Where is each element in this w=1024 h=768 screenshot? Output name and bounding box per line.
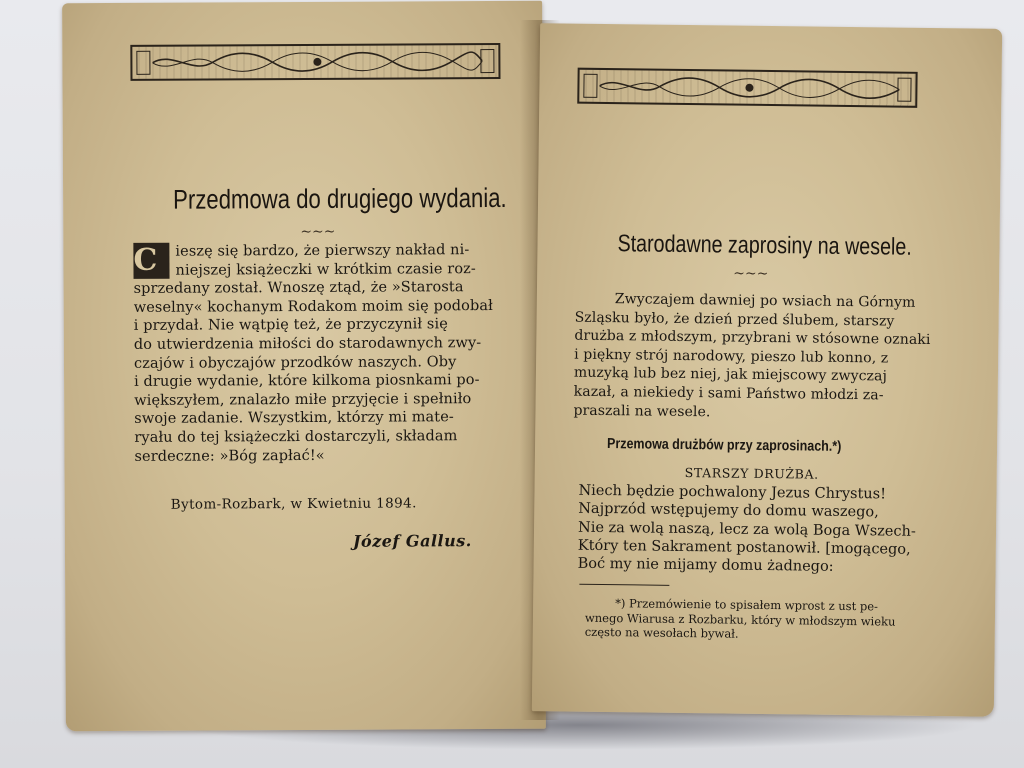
preface-line: większyłem, znalazło miłe przyjęcie i spełniło	[134, 390, 472, 409]
preface-paragraph	[133, 241, 492, 466]
ornamental-headpiece-left	[130, 43, 500, 81]
verse-line: Boć my nie mijamy domu żadnego:	[577, 555, 834, 576]
custom-line: Zwyczajem dawniej po wsiach na Górnym	[614, 291, 916, 311]
preface-line: do utwierdzenia miłości do starodawnych zwy-	[133, 335, 482, 353]
preface-line: serdeczne: »Bóg zapłać!«	[134, 447, 325, 465]
preface-line: niejszej książeczki w krótkim czasie roz-	[175, 260, 476, 279]
verse-line: Najprzód wstępujemy do domu waszego,	[578, 501, 879, 521]
right-page	[532, 23, 1002, 717]
left-page	[62, 1, 546, 732]
verse-line: Nie za wolą naszą, lecz za wolą Boga Wszech-	[577, 519, 916, 540]
section-title: Starodawne zaprosiny na wesele.	[617, 230, 912, 261]
scroll-ornament-icon	[152, 49, 482, 75]
footnote-rule	[579, 584, 669, 586]
title-ornament: ~~~	[300, 223, 336, 241]
title-ornament: ~~~	[733, 265, 769, 283]
custom-line: praszali na wesele.	[573, 402, 711, 420]
verse-line: Który ten Sakrament postanowił. [mogącego,	[577, 537, 911, 558]
speech-verse	[578, 482, 917, 578]
place-date: Bytom-Rozbark, w Kwietniu 1894.	[170, 495, 417, 513]
scroll-ornament-icon	[599, 74, 899, 102]
preface-line: i drugie wydanie, które kilkoma piosnkami po-	[134, 372, 480, 391]
ornamental-headpiece-right	[577, 68, 917, 108]
footnote-line: często na wesołach bywał.	[584, 624, 739, 641]
custom-line: kazał, a niekiedy i sami Państwo młodzi za-	[573, 383, 884, 404]
preface-line: sprzedany został. Wnoszę ztąd, że »Starosta	[133, 279, 464, 298]
footnote-line: *) Przemówienie to spisałem wprost z ust pe-	[615, 596, 879, 614]
preface-line: ryału do tej książeczki dostarczyli, składam	[134, 428, 458, 446]
custom-paragraph	[573, 290, 945, 425]
author-signature: Józef Gallus.	[352, 531, 472, 551]
preface-line: czajów i obyczajów przodków naszych. Oby	[133, 353, 457, 372]
custom-line: i piękny strój narodowy, pieszo lub konno, z	[574, 346, 889, 367]
preface-line: i przydał. Nie wątpię też, że przyczynił się	[133, 316, 448, 335]
speaker-label: STARSZY DRUŻBA.	[684, 465, 819, 482]
custom-line: Szląsku było, że dzień przed ślubem, starszy	[574, 309, 895, 330]
speech-subheading: Przemowa drużbów przy zaprosinach.*)	[606, 436, 842, 455]
verse-line: Niech będzie pochwalony Jezus Chrystus!	[578, 482, 887, 503]
preface-line: weselny« kochanym Rodakom moim się podobał	[133, 297, 493, 316]
preface-line: ieszę się bardzo, że pierwszy nakład ni-	[175, 242, 470, 260]
custom-line: muzyką lub bez niej, jak miejscowy zwyczaj	[573, 365, 888, 385]
custom-line: drużba z młodszym, przybrani w stósowne oznaki	[574, 327, 931, 349]
dropcap-letter: C	[133, 243, 169, 279]
footnote-line: wnego Wiarusa z Rozbarku, który w młodszym wieku	[584, 610, 896, 629]
preface-line: swoje zadanie. Wszystkim, którzy mi mate-	[134, 409, 454, 428]
page-title: Przedmowa do drugiego wydania.	[173, 182, 507, 215]
footnote	[585, 596, 896, 643]
